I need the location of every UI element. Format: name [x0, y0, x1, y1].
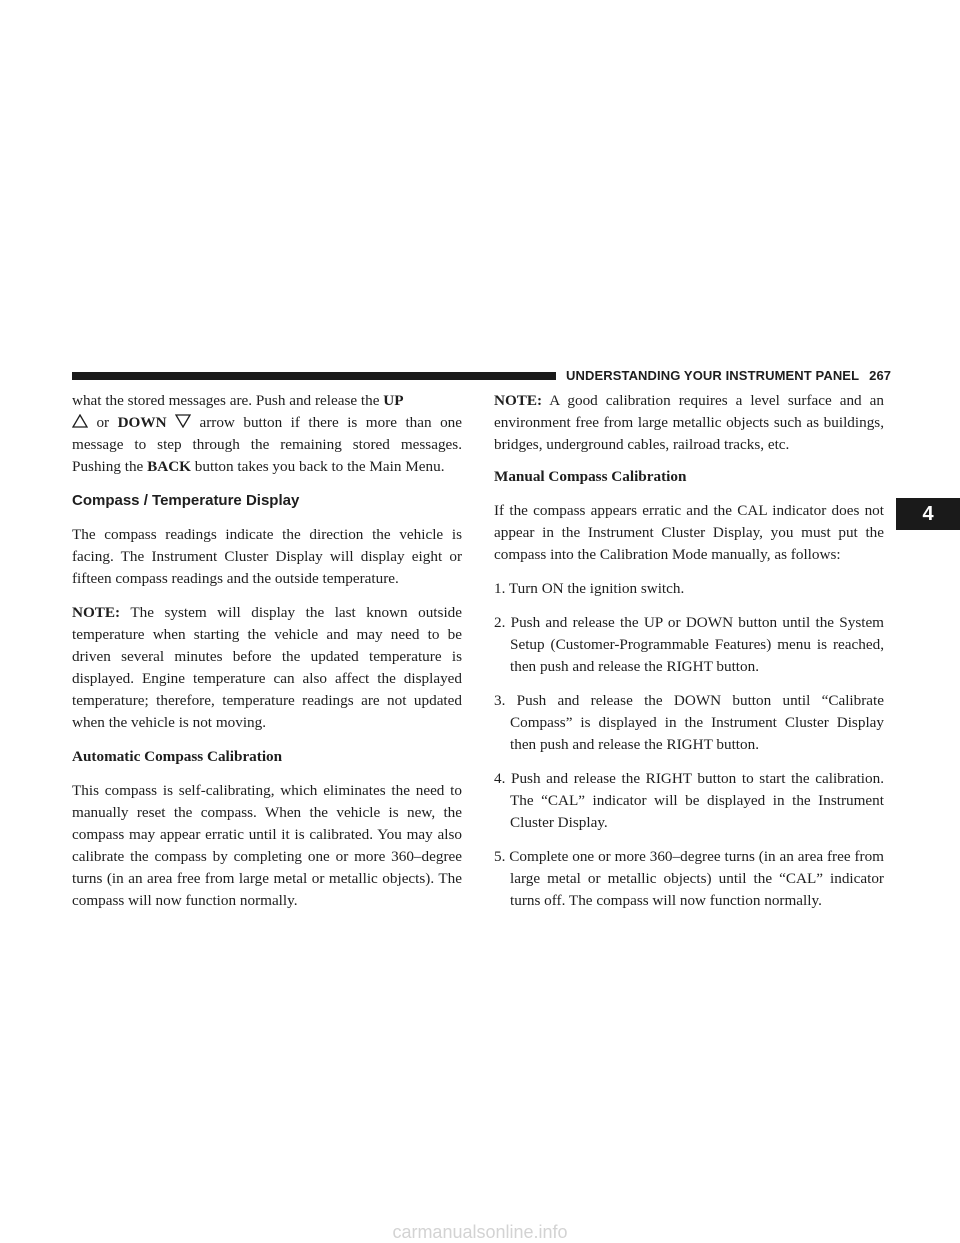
left-column — [72, 390, 462, 924]
paragraph-stored-messages — [72, 390, 462, 478]
down-label: DOWN — [117, 414, 167, 431]
paragraph-compass-readings: The compass readings indicate the direction the vehicle is facing. The Instrument Cluster Display will display eight or fifteen compass readings and the outside temperature. — [72, 526, 462, 587]
note-outside-temperature — [72, 602, 462, 734]
note-label: NOTE: — [494, 392, 543, 409]
watermark-footer: carmanualsonline.info — [392, 1222, 568, 1242]
paragraph-manual-intro: If the compass appears erratic and the CAL indicator does not appear in the Instrument Cluster Display, you must put the compass into the Calibration Mode manually, as follows: — [494, 502, 884, 563]
list-item: 1. Turn ON the ignition switch. — [494, 580, 685, 597]
text-segment: button takes you back to the Main Menu. — [191, 458, 445, 475]
calibration-steps — [494, 578, 884, 912]
right-column — [494, 390, 884, 924]
list-item: 4. Push and release the RIGHT button to start the calibration. The “CAL” indicator will be displayed in the Instrument Cluster Display. — [494, 770, 884, 831]
text-segment: what the stored messages are. Push and release the — [72, 392, 384, 409]
note-text: The system will display the last known outside temperature when starting the vehicle and may need to be driven several minutes before the updated temperature is displayed. Engine temperature can also affect the displayed temperature; therefore, temperature readings are not updated when the vehicle is not moving. — [72, 604, 462, 731]
header-title: UNDERSTANDING YOUR INSTRUMENT PANEL — [566, 368, 860, 383]
list-item: 3. Push and release the DOWN button until “Calibrate Compass” is displayed in the Instrument Cluster Display then push and release the RIGHT button. — [494, 692, 884, 753]
up-label: UP — [383, 392, 404, 409]
text-segment: arrow button if there is more than one message to step through the remaining stored messages. Pushing the — [72, 414, 463, 475]
note-text: A good calibration requires a level surface and an environment free from large metallic objects such as buildings, bridges, underground cables, railroad tracks, etc. — [494, 392, 884, 453]
back-label: BACK — [147, 458, 191, 475]
text-segment: or — [88, 414, 118, 431]
heading-automatic-calibration: Automatic Compass Calibration — [72, 748, 283, 765]
list-item: 2. Push and release the UP or DOWN button until the System Setup (Customer-Programmable Features) menu is reached, then push and release the RIGHT button. — [494, 614, 884, 675]
note-label: NOTE: — [72, 604, 121, 621]
down-arrow-icon — [175, 414, 191, 428]
list-item: 5. Complete one or more 360–degree turns (in an area free from large metal or metallic objects) until the “CAL” indicator turns off. The compass will now function normally. — [494, 848, 884, 909]
paragraph-self-calibrating: This compass is self-calibrating, which eliminates the need to manually reset the compass. When the vehicle is new, the compass may appear erratic until it is calibrated. You may also calibrate the compass by completing one or more 360–degree turns (in an area free from large metal or metallic objects). The compass will now function normally. — [72, 782, 462, 909]
heading-compass-temperature: Compass / Temperature Display — [72, 492, 300, 509]
running-header — [566, 368, 891, 383]
note-good-calibration — [494, 390, 884, 456]
heading-manual-calibration: Manual Compass Calibration — [494, 468, 687, 485]
chapter-tab: 4 — [896, 498, 960, 530]
up-arrow-icon — [72, 414, 88, 428]
page-number: 267 — [869, 368, 892, 383]
header-rule — [72, 372, 556, 380]
